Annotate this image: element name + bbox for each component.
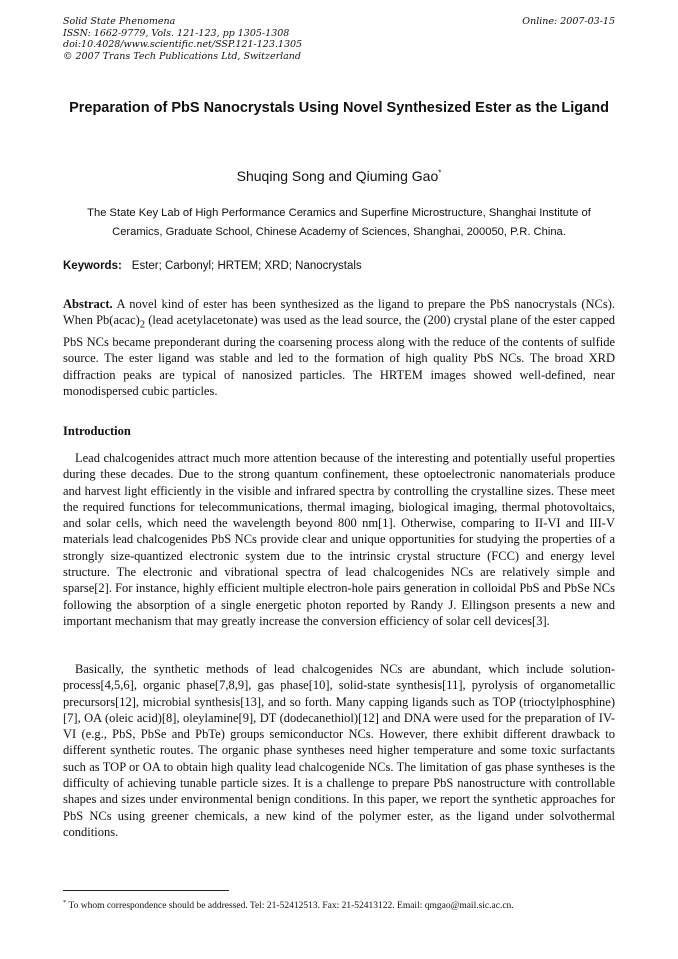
authors xyxy=(50,168,628,184)
abstract-subscript: 2 xyxy=(139,319,146,331)
copyright-line: © 2007 Trans Tech Publications Ltd, Switzerland xyxy=(63,50,302,62)
keywords-text: Ester; Carbonyl; HRTEM; XRD; Nanocrystals xyxy=(131,260,362,272)
affiliation: The State Key Lab of High Performance Ceramics and Superfine Microstructure, Shanghai Institute of Ceramics, Graduate School, Chinese Academy of Sciences, Shanghai, 200050, P.R. China. xyxy=(87,207,591,238)
footnote-divider xyxy=(63,890,229,891)
intro-paragraph-2: Basically, the synthetic methods of lead chalcogenides NCs are abundant, which include solution-process[4,5,6], organic phase[7,8,9], gas phase[10], solid-state synthesis[11], pyrolysis of organometallic precursors[12], microbial synthesis[13], and so forth. Many capping ligands such as TOP (trioctylphosphine)[7], OA (oleic acid)[8], oleylamine[9], DT (dodecanethiol)[12] and DNA were used for the preparation of IV-VI (e.g., PbS, PbSe and PbTe) groups semiconductor NCs. However, there exhibit different drawback to different synthetic routes. The organic phase syntheses need higher temperature and some toxic surfactants such as TOP or OA to obtain high quality lead chalcogenide NCs. The limitation of gas phase syntheses is the difficulty of achieving tunable particle sizes. It is a challenge to prepare PbS nanostructure with controllable shapes and sizes under environmental benign conditions. In this paper, we report the synthetic approaches for PbS NCs using greener chemicals, a new kind of the polymer ester, as the ligand under solvothermal conditions. xyxy=(63,662,615,839)
abstract-label: Abstract. xyxy=(63,297,113,311)
abstract-text-2: (lead acetylacetonate) was used as the lead source, the (200) crystal plane of the ester capped PbS NCs became preponderant during the coarsening process along with the reduce of the contents of sulfide source. The ester ligand was stable and led to the formation of high quality PbS NCs. The broad XRD diffraction peaks are typical of nanosized particles. The HRTEM images showed well-defined, near monodispersed cubic particles. xyxy=(63,313,615,398)
footnote xyxy=(63,899,514,911)
footnote-mark: * xyxy=(63,899,67,906)
abstract xyxy=(63,296,615,399)
author-names: Shuqing Song and Qiuming Gao xyxy=(236,168,439,184)
doi-line: doi:10.4028/www.scientific.net/SSP.121-123.1305 xyxy=(63,39,303,50)
intro-paragraph-1: Lead chalcogenides attract much more attention because of the interesting and potentially useful properties during these decades. Due to the strong quantum confinement, these optoelectronic nanomaterials produce and harvest light efficiently in the visible and infrared spectra by controlling the crystalline sizes. These meet the required functions for telecommunications, thermal imaging, biological imaging, thermal photovoltaics, and solar cells, which need the wavelength beyond 800 nm[1]. Otherwise, comparing to II-VI and III-V materials lead chalcogenides PbS NCs provide clear and unique opportunities for studying the properties of a strongly size-quantized electronic system due to the intrinsic crystal structure (FCC) and energy level structure. The electronic and vibrational spectra of lead chalcogenides NCs are relatively simple and sparse[2]. For instance, highly efficient multiple electron-hole pairs generation in colloidal PbS and PbSe NCs following the absorption of a single energetic photon reported by Randy J. Ellingson presents a new and important mechanism that may greatly increase the conversion efficiency of solar cell devices[3]. xyxy=(63,451,615,628)
footnote-text: To whom correspondence should be addressed. Tel: 21-52412513. Fax: 21-52413122. Email: qmgao@mail.sic.ac.cn. xyxy=(66,901,514,912)
paper-title: Preparation of PbS Nanocrystals Using Novel Synthesized Ester as the Ligand xyxy=(69,100,609,116)
keywords xyxy=(63,260,615,272)
corresponding-mark: * xyxy=(438,168,442,178)
abstract-text-1: A novel kind of ester has been synthesized as the ligand to prepare the PbS nanocrystals (NCs). When Pb(acac) xyxy=(63,297,615,328)
issn-line: ISSN: 1662-9779, Vols. 121-123, pp 1305-1308 xyxy=(63,27,290,39)
keywords-label: Keywords: xyxy=(63,260,122,272)
journal-name: Solid State Phenomena xyxy=(63,16,176,27)
section-heading-introduction: Introduction xyxy=(63,424,131,438)
online-date: Online: 2007-03-15 xyxy=(522,16,615,27)
journal-header xyxy=(63,16,302,62)
